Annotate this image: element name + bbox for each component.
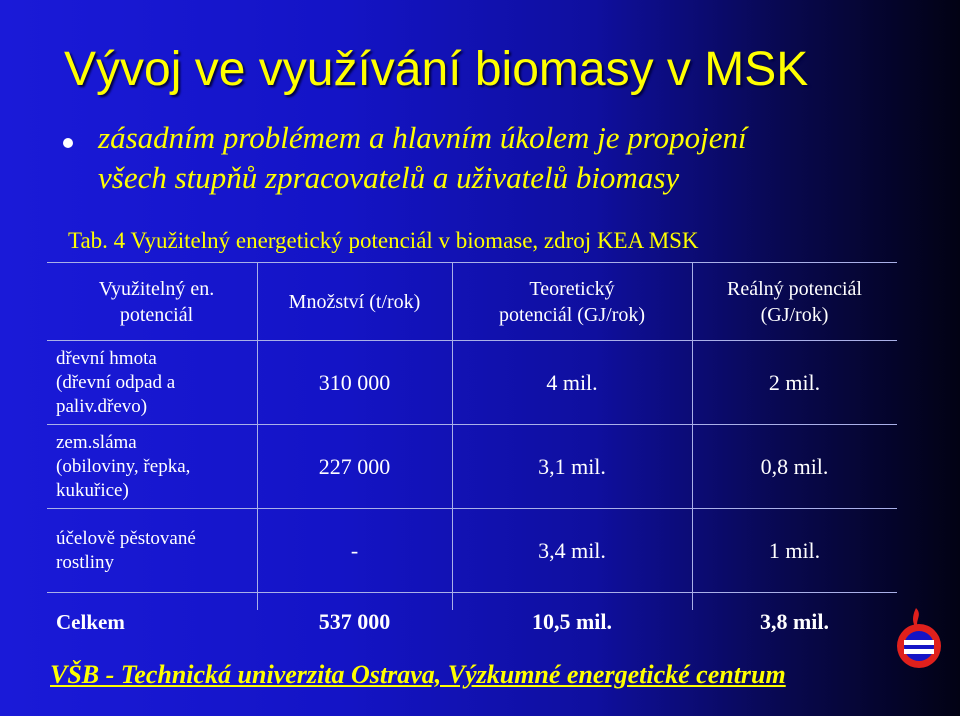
row-real: 2 mil. — [768, 370, 821, 395]
bullet-line-2: všech stupňů zpracovatelů a uživatelů biomasy — [98, 160, 680, 195]
footer-institution: VŠB - Technická univerzita Ostrava, Výzkumné energetické centrum — [50, 660, 786, 689]
row-amount: 227 000 — [318, 454, 391, 479]
table-row — [47, 508, 897, 593]
table-total-row — [47, 592, 897, 651]
total-label: Celkem — [56, 610, 125, 634]
bullet-icon — [63, 138, 73, 148]
table-row — [47, 424, 897, 509]
row-label: zem.sláma (obiloviny, řepka, kukuřice) — [56, 432, 191, 501]
table-caption: Tab. 4 Využitelný energetický potenciál v biomase, zdroj KEA MSK — [68, 228, 699, 253]
row-amount: 310 000 — [318, 370, 391, 395]
total-theoretical: 10,5 mil. — [531, 609, 613, 634]
row-label: dřevní hmota (dřevní odpad a paliv.dřevo) — [56, 348, 176, 417]
table-header-row — [47, 262, 897, 341]
university-logo-icon — [890, 602, 948, 682]
header-theoretical: Teoretický potenciál (GJ/rok) — [498, 278, 646, 326]
bullet-line-1: zásadním problémem a hlavním úkolem je propojení — [98, 120, 747, 155]
row-real: 1 mil. — [768, 538, 821, 563]
row-amount: - — [350, 538, 359, 563]
header-amount: Množství (t/rok) — [288, 291, 421, 313]
row-label: účelově pěstované rostliny — [56, 528, 196, 573]
slide-title: Vývoj ve využívání biomasy v MSK — [64, 43, 809, 96]
header-real: Reálný potenciál (GJ/rok) — [727, 278, 862, 326]
row-theoretical: 3,4 mil. — [538, 538, 606, 563]
row-theoretical: 4 mil. — [546, 370, 598, 395]
row-theoretical: 3,1 mil. — [538, 454, 606, 479]
row-real: 0,8 mil. — [760, 454, 829, 479]
total-amount: 537 000 — [318, 609, 391, 634]
table-row — [47, 340, 897, 425]
header-usable-potential: Využitelný en. potenciál — [98, 278, 215, 326]
total-real: 3,8 mil. — [759, 609, 830, 634]
bullet-text — [98, 118, 747, 198]
